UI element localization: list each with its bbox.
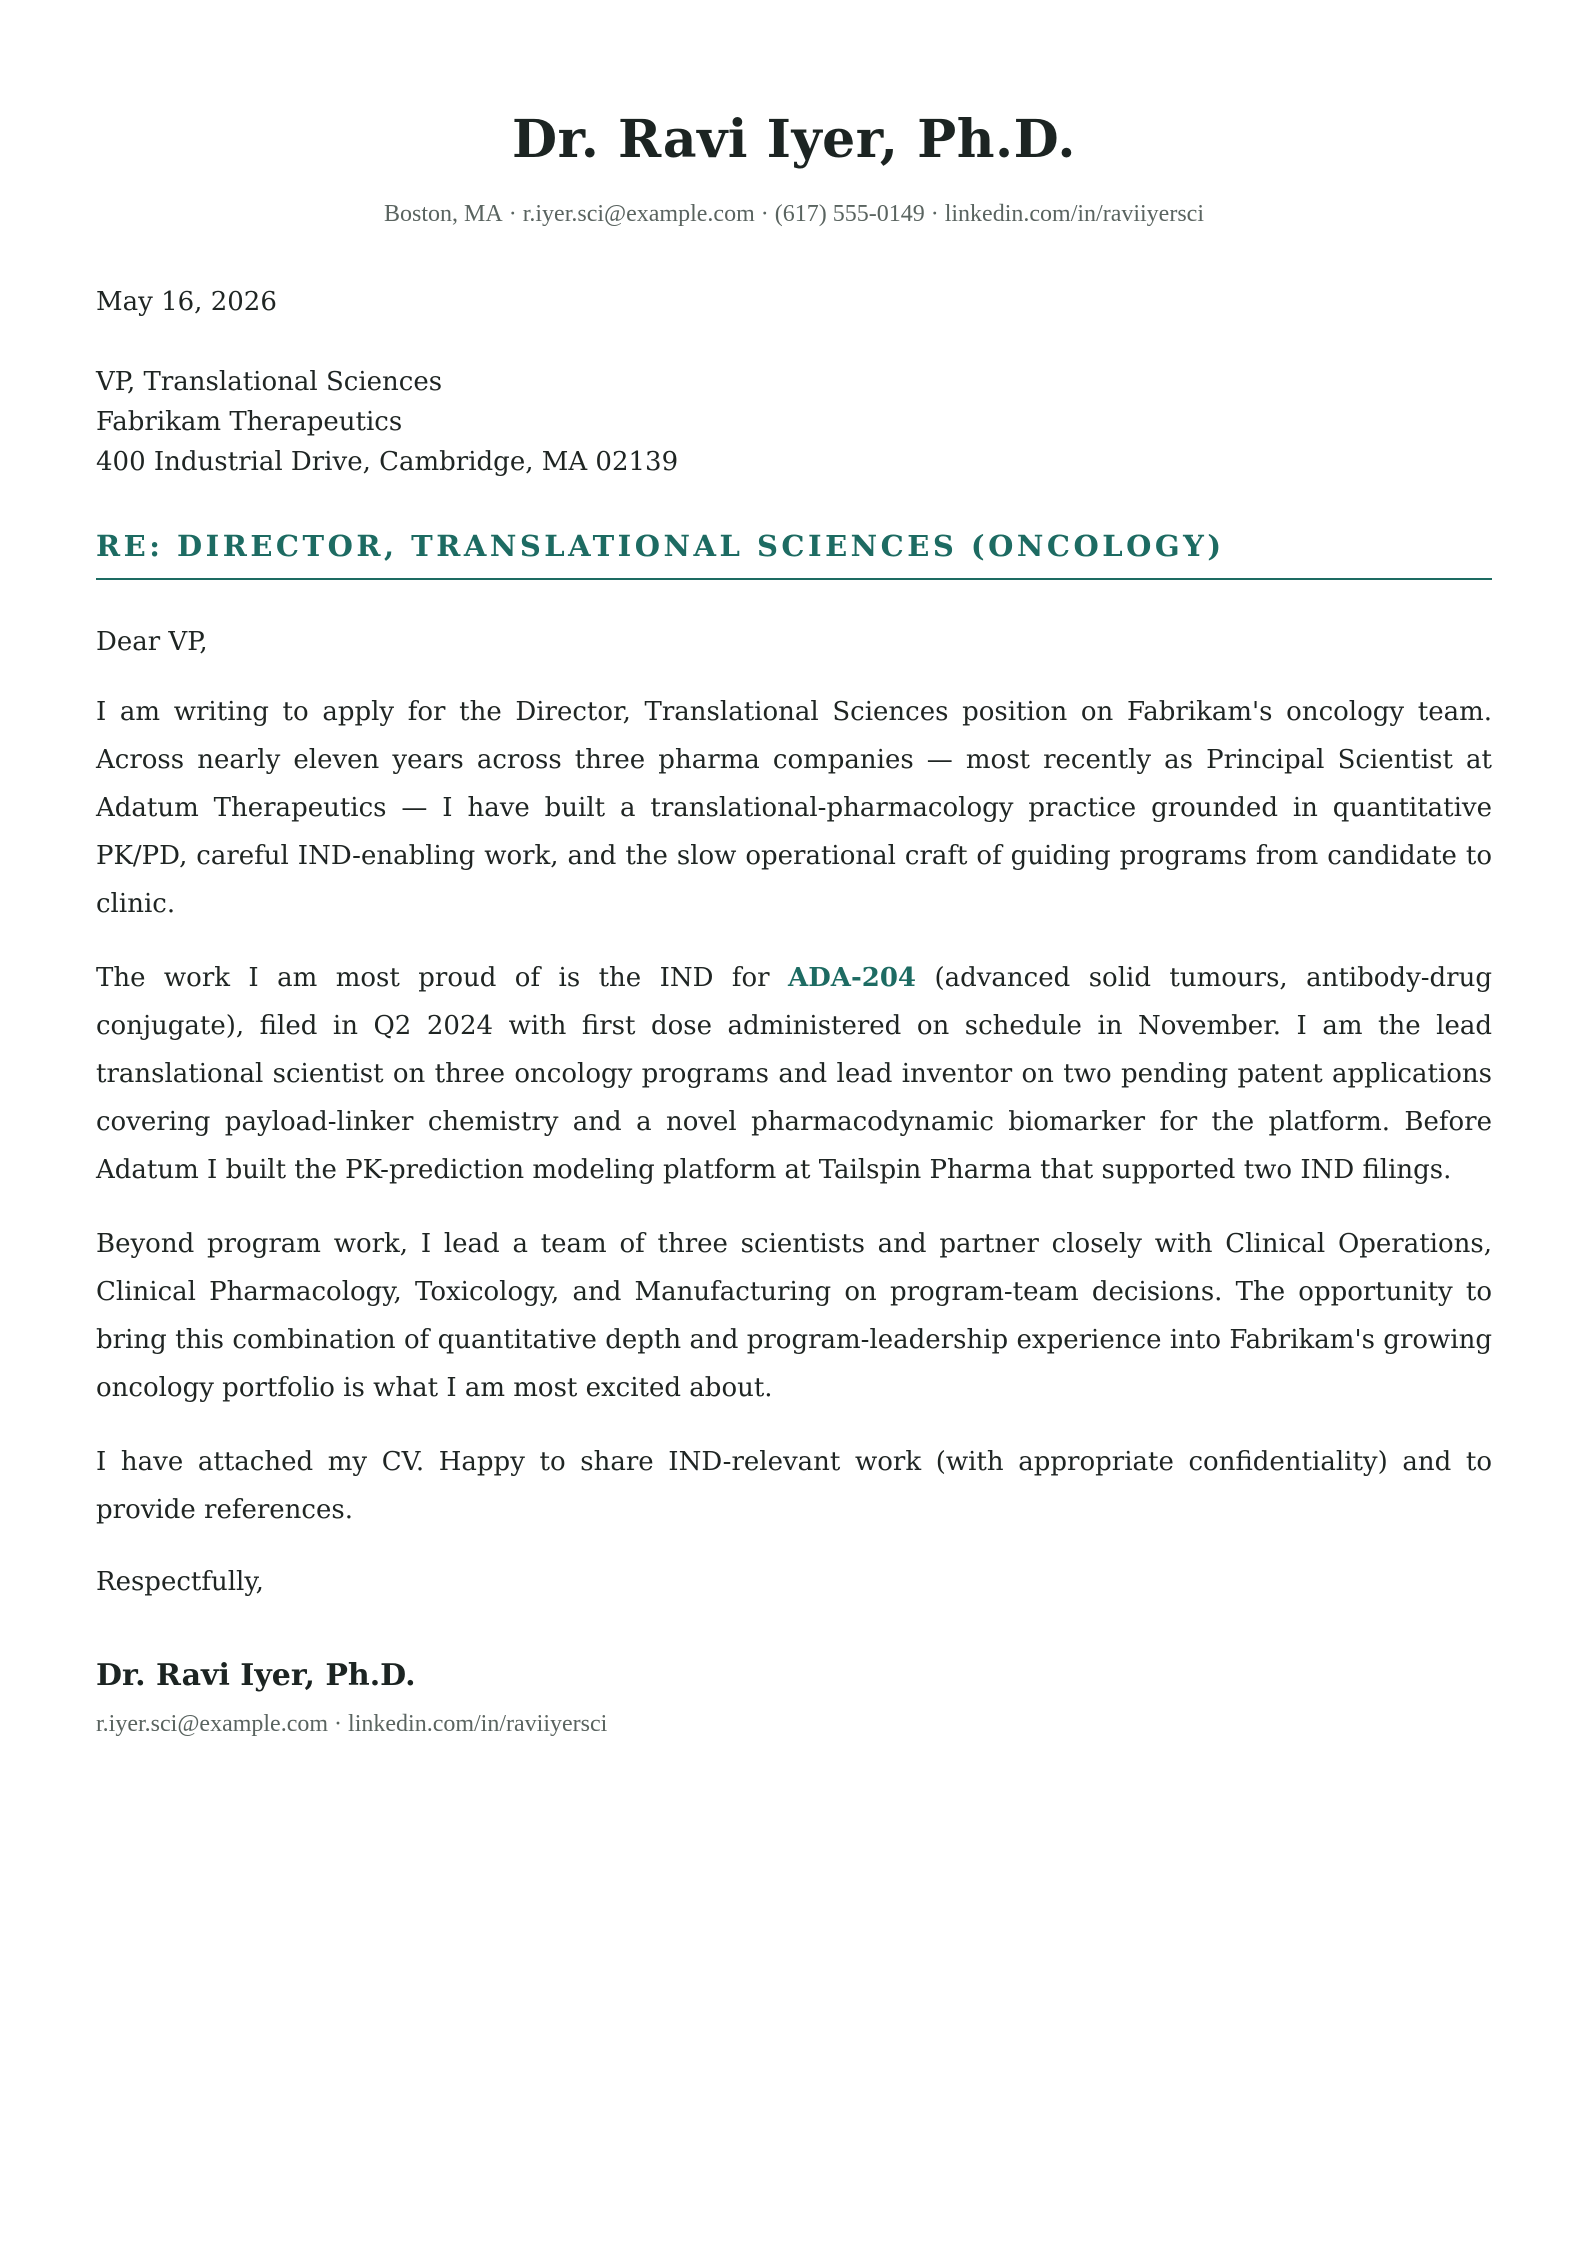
- signature-linkedin[interactable]: linkedin.com/in/raviiyersci: [348, 1711, 608, 1737]
- contact-separator: ·: [930, 201, 939, 227]
- contact-phone[interactable]: (617) 555-0149: [774, 201, 925, 227]
- signature-email[interactable]: r.iyer.sci@example.com: [96, 1711, 329, 1737]
- contact-linkedin[interactable]: linkedin.com/in/raviiyersci: [944, 201, 1204, 227]
- body-paragraph-2: [96, 954, 1492, 1194]
- letter-date: May 16, 2026: [96, 287, 277, 317]
- contact-separator: ·: [760, 201, 769, 227]
- letter-header: [96, 0, 1492, 230]
- salutation: Dear VP,: [96, 627, 208, 657]
- contact-email[interactable]: r.iyer.sci@example.com: [522, 201, 755, 227]
- recipient-block: [96, 362, 1492, 482]
- body-paragraph-4: I have attached my CV. Happy to share IND-relevant work (with appropriate confidentiality) and to provide references.: [96, 1447, 1492, 1525]
- signature-contact: [96, 1708, 1492, 1740]
- signature-name: Dr. Ravi Iyer, Ph.D.: [96, 1658, 416, 1693]
- contact-separator: ·: [508, 201, 517, 227]
- recipient-address: 400 Industrial Drive, Cambridge, MA 02139: [96, 447, 679, 477]
- closing: Respectfully,: [96, 1567, 264, 1597]
- applicant-name: Dr. Ravi Iyer, Ph.D.: [512, 109, 1076, 170]
- recipient-title: VP, Translational Sciences: [96, 367, 443, 397]
- paragraph-text: The work I am most proud of is the IND for: [96, 963, 789, 993]
- paragraph-text: (advanced solid tumours, antibody-drug conjugate), filed in Q2 2024 with first dose administered on schedule in November. I am the lead translational scientist on three oncology programs and lead inventor on two pending patent applications covering payload-linker chemistry and a novel pharmacodynamic biomarker for the platform. Before Adatum I built the PK-prediction modeling platform at Tailspin Pharma that supported two IND filings.: [96, 963, 1492, 1185]
- body-paragraph-3: Beyond program work, I lead a team of three scientists and partner closely with Clinical Operations, Clinical Pharmacology, Toxicology, and Manufacturing on program-team decisions. The opportunity to bring this combination of quantitative depth and program-leadership experience into Fabrikam's growing oncology portfolio is what I am most excited about.: [96, 1229, 1492, 1403]
- body-paragraph-1: I am writing to apply for the Director, Translational Sciences position on Fabrikam's oncology team. Across nearly eleven years across three pharma companies — most recently as Principal Scientist at Adatum Therapeutics — I have built a translational-pharmacology practice grounded in quantitative PK/PD, careful IND-enabling work, and the slow operational craft of guiding programs from candidate to clinic.: [96, 697, 1492, 919]
- contact-line: [96, 198, 1492, 230]
- subject-heading: RE: DIRECTOR, TRANSLATIONAL SCIENCES (ONCOLOGY): [96, 526, 1492, 580]
- contact-separator: ·: [334, 1711, 343, 1737]
- program-highlight: ADA-204: [788, 963, 917, 993]
- recipient-company: Fabrikam Therapeutics: [96, 407, 403, 437]
- contact-location: Boston, MA: [384, 201, 503, 227]
